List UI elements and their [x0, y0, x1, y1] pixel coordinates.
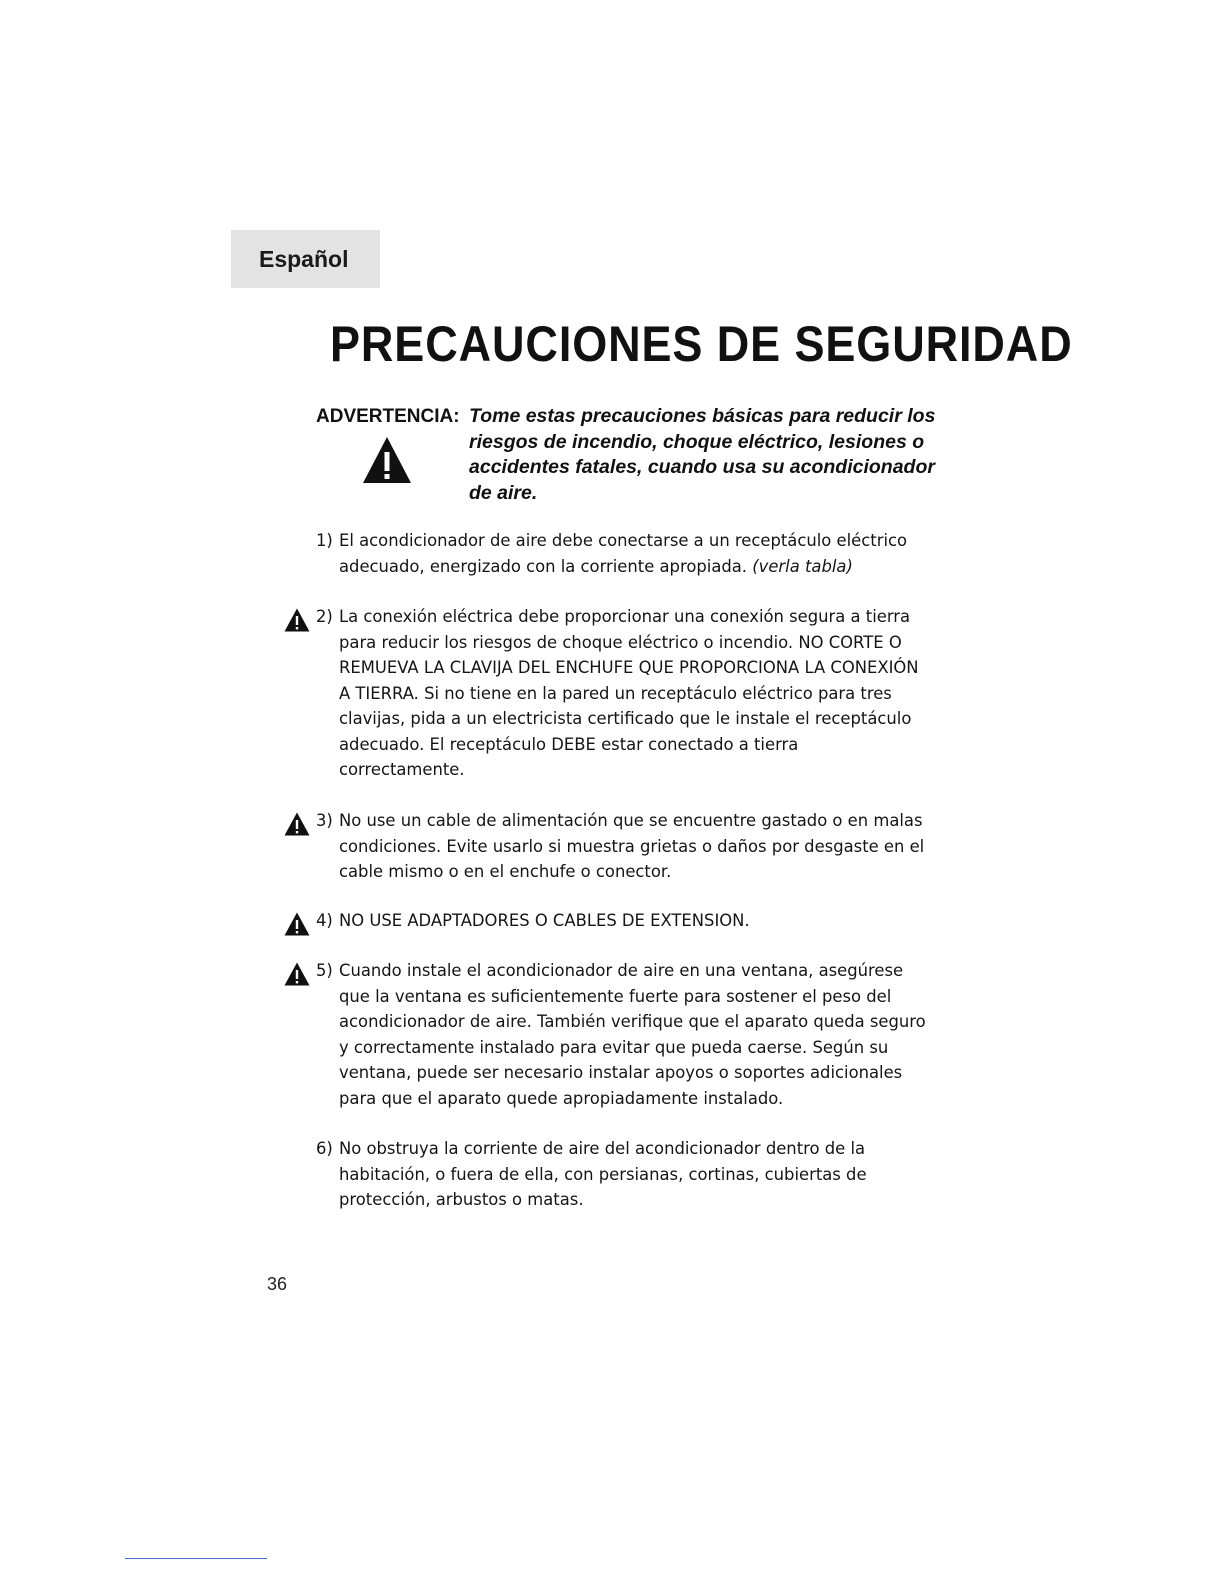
item-text: Cuando instale el acondicionador de aire en una ventana, asegúrese que la ventana es suficientemente fuerte para sostener el peso del acondicionador de aire. También verifique que el aparato queda seguro y correctamente instalado para evitar que pueda caerse. Según su ventana, puede ser necesario instalar apoyos o soportes adicionales para que el aparato quede apropiadamente instalado.	[339, 961, 926, 1108]
item-text: El acondicionador de aire debe conectarse a un receptáculo eléctrico adecuado, energizado con la corriente apropiada. (verla tabla)	[339, 531, 908, 576]
list-item	[282, 958, 942, 1111]
item-text: No use un cable de alimentación que se encuentre gastado o en malas condiciones. Evite usarlo si muestra grietas o daños por desgaste en el cable mismo o en el enchufe o conector.	[339, 811, 925, 881]
page-number: 36	[267, 1274, 288, 1294]
list-item	[282, 908, 942, 934]
list-item	[282, 604, 942, 783]
list-item	[282, 808, 942, 885]
list-item	[282, 528, 942, 579]
item-text: No obstruya la corriente de aire del acondicionador dentro de la habitación, o fuera de ella, con persianas, cortinas, cubiertas de protección, arbustos o matas.	[339, 1139, 867, 1209]
warning-text: Tome estas precauciones básicas para reducir los riesgos de incendio, choque eléctrico, lesiones o accidentes fatales, cuando usa su acondicionador de aire.	[469, 405, 936, 504]
item-number: 5)	[316, 961, 333, 980]
list-item	[282, 1136, 942, 1213]
warning-triangle-icon	[284, 608, 310, 632]
warning-triangle-icon	[362, 436, 412, 484]
item-text: NO USE ADAPTADORES O CABLES DE EXTENSION.	[339, 911, 750, 930]
warning-triangle-icon	[284, 812, 310, 836]
item-number: 4)	[316, 911, 333, 930]
item-number: 2)	[316, 607, 333, 626]
item-number: 6)	[316, 1139, 333, 1158]
language-tab: Español	[231, 230, 380, 288]
item-number: 1)	[316, 531, 333, 550]
item-note: (verla tabla)	[752, 556, 853, 576]
warning-triangle-icon	[284, 962, 310, 986]
warning-triangle-icon	[284, 912, 310, 936]
item-number: 3)	[316, 811, 333, 830]
page-title: PRECAUCIONES DE SEGURIDAD	[330, 316, 1073, 372]
item-text: La conexión eléctrica debe proporcionar una conexión segura a tierra para reducir los riesgos de choque eléctrico o incendio. NO CORTE O REMUEVA LA CLAVIJA DEL ENCHUFE QUE PROPORCIONA LA CONEXIÓN A TIERRA. Si no tiene en la pared un receptáculo eléctrico para tres clavijas, pida a un electricista certificado que le instale el receptáculo adecuado. El receptáculo DEBE estar conectado a tierra correctamente.	[339, 607, 919, 779]
divider	[125, 1558, 267, 1559]
warning-label: ADVERTENCIA:	[316, 406, 460, 427]
